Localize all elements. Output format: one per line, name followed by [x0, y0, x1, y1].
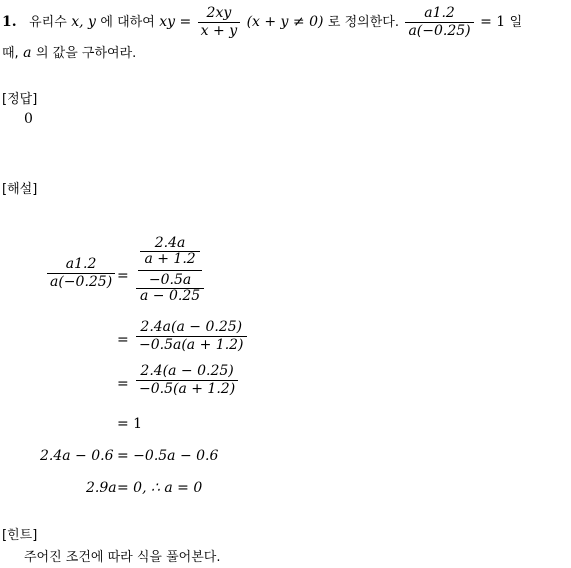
solution-heading: [해설] [2, 182, 38, 197]
compound-top-denominator: a + 1.2 [140, 251, 199, 267]
solution-line5-rhs: = −0.5a − 0.6 [117, 448, 219, 464]
step2-denominator: −0.5a(a + 1.2) [136, 336, 247, 353]
compound-fraction [136, 236, 204, 305]
problem-op-lhs: xy = [159, 14, 192, 31]
problem-line2-pre: 때, [2, 46, 19, 61]
solution-lhs-numerator: a1.2 [65, 256, 97, 272]
compound-main-bar [138, 270, 202, 271]
answer-heading: [정답] [2, 92, 38, 107]
solution-lhs-fraction [45, 257, 117, 289]
solution-step4: = 1 [117, 416, 143, 432]
definition-denominator: x + y [198, 22, 240, 39]
problem-text-tail: 일 [509, 15, 523, 31]
problem-text-def: 로 정의한다. [327, 15, 399, 31]
hint-heading: [힌트] [2, 528, 38, 543]
solution-line6-lhs: 2.9a [86, 480, 117, 496]
hint-text: 주어진 조건에 따라 식을 풀어본다. [24, 550, 221, 565]
definition-numerator: 2xy [206, 5, 232, 21]
solution-step2-fraction [134, 320, 249, 352]
solution-lhs-denominator: a(−0.25) [47, 273, 115, 290]
problem-text-pre: 유리수 [29, 15, 67, 31]
compound-top-numerator: 2.4a [154, 235, 186, 251]
solution-line6-rhs: = 0, ∴ a = 0 [117, 480, 203, 496]
solution-step3-fraction [134, 364, 240, 396]
problem-vars: x, y [71, 14, 96, 31]
definition-fraction [198, 6, 240, 38]
solution-line5-lhs: 2.4a − 0.6 [40, 448, 114, 464]
answer-value: 0 [24, 111, 33, 127]
problem-line2-post: 의 값을 구하여라. [35, 46, 137, 61]
problem-line2-var: a [23, 45, 32, 61]
problem-number: 1. [2, 14, 17, 31]
step2-numerator: 2.4a(a − 0.25) [140, 319, 243, 335]
problem-eq-denominator: a(−0.25) [405, 22, 473, 39]
solution-eq-sign-3: = [117, 376, 129, 392]
solution-eq-sign-1: = [117, 268, 129, 284]
problem-eq-numerator: a1.2 [424, 5, 455, 21]
problem-condition: (x + y ≠ 0) [246, 14, 324, 31]
problem-line-2 [2, 42, 136, 61]
problem-eq-rhs: = 1 [480, 14, 506, 31]
compound-bottom-denominator: a − 0.25 [136, 288, 204, 304]
solution-eq-sign-2: = [117, 332, 129, 348]
step3-denominator: −0.5(a + 1.2) [136, 380, 238, 397]
problem-text-mid: 에 대하여 [100, 15, 155, 31]
problem-line-1 [2, 6, 522, 38]
problem-equation-fraction [405, 6, 473, 38]
step3-numerator: 2.4(a − 0.25) [140, 363, 234, 379]
compound-bottom-numerator: −0.5a [148, 271, 192, 288]
